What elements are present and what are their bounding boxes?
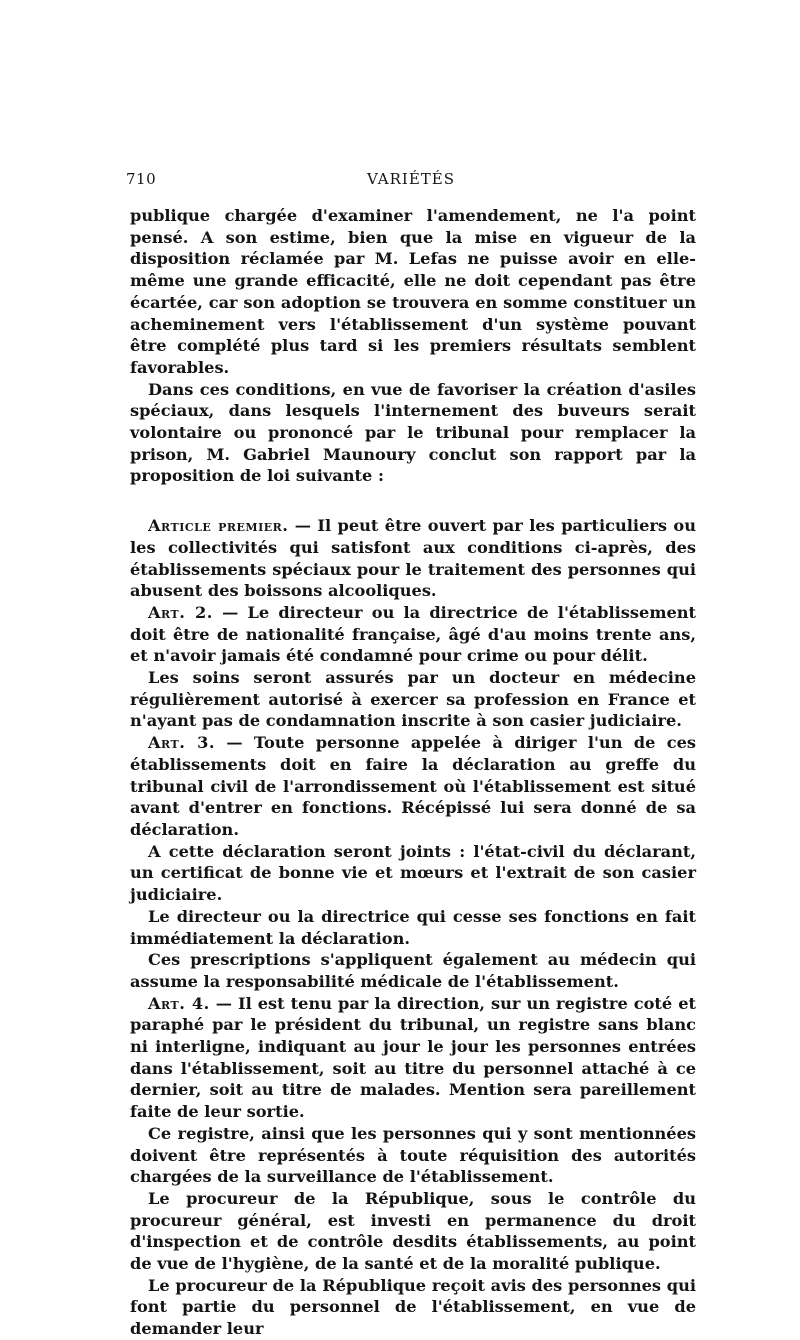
article-label: Article premier. <box>148 516 289 536</box>
article-paragraph: Le directeur ou la directrice qui cesse ses fonctions en fait immédiatement la déclaration. <box>130 906 696 948</box>
article-3 <box>130 732 696 841</box>
article-paragraph: A cette déclaration seront joints : l'état-civil du déclarant, un certificat de bonne vie et mœurs et l'extrait de son casier judiciaire. <box>130 841 696 905</box>
article-label: Art. 3. <box>148 733 216 753</box>
page-number: 710 <box>126 170 157 188</box>
article-text: — Toute personne appelée à diriger l'un de ces établissements doit en faire la déclaration au greffe du tribunal civil de l'arrondissement où l'établissement est situé avant d'entrer en fonctions. Récépissé lui sera donné de sa déclaration. <box>130 733 696 839</box>
article-4 <box>130 993 696 1123</box>
running-title: VARIÉTÉS <box>366 170 456 188</box>
article-label: Art. 4. <box>148 993 210 1013</box>
section-gap <box>130 487 696 515</box>
article-label: Art. 2. <box>148 602 213 622</box>
intro-paragraph: publique chargée d'examiner l'amendement, ne l'a point pensé. A son estime, bien que la mise en vigueur de la disposition réclamée par M. Lefas ne puisse avoir en elle-même une grande efficacité, elle ne doit cependant pas être écartée, car son adoption se trouvera en somme constituer un acheminement vers l'établissement d'un système pouvant être complété plus tard si les premiers résultats semblent favorables. <box>130 206 696 377</box>
body-text <box>130 205 696 1340</box>
article-paragraph: Les soins seront assurés par un docteur en médecine régulièrement autorisé à exercer sa profession en France et n'ayant pas de condamnation inscrite à son casier judiciaire. <box>130 668 696 731</box>
article-paragraph: Ce registre, ainsi que les personnes qui y sont mentionnées doivent être représentés à toute réquisition des autorités chargées de la surveillance de l'établissement. <box>130 1123 696 1187</box>
intro-paragraph: Dans ces conditions, en vue de favoriser la création d'asiles spéciaux, dans lesquels l'internement des buveurs serait volontaire ou prononcé par le tribunal pour remplacer la prison, M. Gabriel Maunoury conclut son rapport par la proposition de loi suivante : <box>130 379 696 486</box>
article-text: — Le directeur ou la directrice de l'établissement doit être de nationalité française, âgé d'au moins trente ans, et n'avoir jamais été condamné pour crime ou pour délit. <box>130 602 696 666</box>
article-paragraph: Le procureur de la République, sous le contrôle du procureur général, est investi en permanence du droit d'inspection et de contrôle desdits établissements, au point de vue de l'hygiène, de la santé et de la moralité publique. <box>130 1188 696 1274</box>
article-text: — Il est tenu par la direction, sur un registre coté et paraphé par le président du tribunal, un registre sans blanc ni interligne, indiquant au jour le jour les personnes entrées dans l'établissement, soit au titre du personnel attaché à ce dernier, soit au titre de malades. Mention sera pareillement faite de leur sortie. <box>130 993 697 1122</box>
article-1 <box>130 515 696 602</box>
article-text: — Il peut être ouvert par les particuliers ou les collectivités qui satisfont aux conditions ci-après, des établissements spéciaux pour le traitement des personnes qui abusent des boissons alcooliques. <box>130 516 696 601</box>
page-header <box>126 170 696 192</box>
article-paragraph: Ces prescriptions s'appliquent également au médecin qui assume la responsabilité médicale de l'établissement. <box>130 950 696 991</box>
article-2 <box>130 602 696 667</box>
article-paragraph: Le procureur de la République reçoit avis des personnes qui font partie du personnel de l'établissement, en vue de demander leur <box>130 1275 696 1339</box>
